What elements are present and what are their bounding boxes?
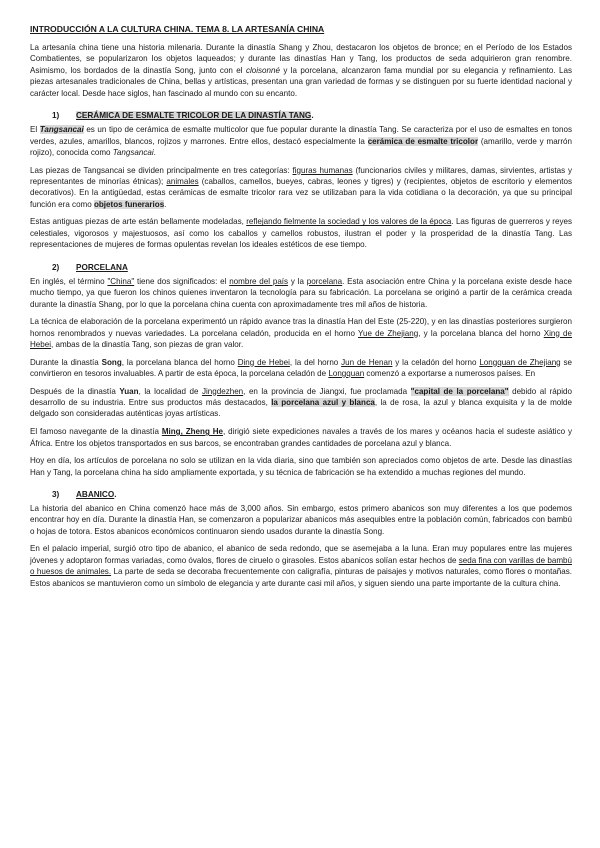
section-title: ABANICO — [76, 489, 115, 499]
text-run: se convirtieron en tesoros invaluables. A partir de esta época, la porcelana celadón de — [30, 357, 572, 379]
body-paragraph — [30, 455, 572, 478]
styled-text-run: Yuan — [119, 386, 139, 396]
styled-text-run: cerámica de esmalte tricolor — [367, 136, 479, 146]
body-paragraph — [30, 216, 572, 250]
styled-text-run: objetos funerarios — [93, 199, 165, 209]
styled-text-run: "capital de la porcelana" — [410, 386, 509, 396]
body-paragraph — [30, 124, 572, 158]
text-run: , dirigió siete expediciones navales a través de los mares y océanos hacia el sudeste asiático y África. Entre los objetos transportados en sus barcos, se encontraban grandes cantidades de porcelana azul y blanca. — [30, 427, 572, 448]
text-run: (caballos, camellos, bueyes, cabras, leones y tigres) y (recipientes, objetos de escritorio y elementos decorativos). En la antigüedad, estas cerámicas de esmalte tricolor rara vez se utilizaban para la vida cotidiana o la decoración, ya que su principal función era como — [30, 176, 573, 209]
text-run: , ambas de la dinastía Tang, son piezas de gran valor. — [51, 340, 244, 349]
sections-container — [30, 111, 572, 589]
section-heading — [52, 490, 572, 499]
text-run: . Esta asociación entre China y la porcelana existe desde hace mucho tiempo, ya que fueron los chinos quienes inventaron la tecnología para su fabricación. La porcelana se originó a partir de la cerámica creada durante la dinastía Shang, por lo que la porcelana china cuenta con aproximadamente tres mil años de historia. — [30, 276, 572, 309]
text-run: (amarillo, verde y marrón rojizo), conocida como — [30, 136, 572, 157]
section-number: 1) — [52, 111, 60, 121]
text-run: . — [164, 199, 167, 209]
styled-text-run: figuras humanas — [292, 165, 353, 175]
section-title: CERÁMICA DE ESMALTE TRICOLOR DE LA DINASTÍA TANG — [76, 111, 312, 121]
body-paragraph — [30, 165, 572, 211]
document-title: INTRODUCCIÓN A LA CULTURA CHINA. TEMA 8. LA ARTESANÍA CHINA — [30, 24, 325, 34]
section-heading — [52, 263, 572, 272]
intro-paragraph — [30, 42, 572, 99]
text-run: El — [30, 125, 40, 135]
styled-text-run: Ding de Hebei — [237, 357, 290, 367]
styled-text-run: Longquan — [328, 369, 365, 379]
text-run: (funcionarios civiles y militares, damas, sirvientes, artistas y representantes de minorías étnicas); — [30, 165, 572, 186]
text-run: , la localidad de — [138, 386, 202, 396]
text-run: Hoy en día, los artículos de porcelana no solo se utilizan en la vida diaria, sino que también son apreciados como objetos de arte. Desde las dinastías Han y Tang, la porcelana china ha sido ampliamente exportada, y su técnica de fabricación se ha extendido a muchas regiones del mundo. — [30, 456, 572, 477]
body-paragraph — [30, 386, 572, 420]
text-run: , la porcelana blanca del horno — [121, 357, 238, 367]
text-run: La historia del abanico en China comenzó hace más de 3,000 años. Sin embargo, estos primero abanicos son muy diferentes a los que podemos encontrar hoy en día. Durante la dinastía Han, se comenzaron a popularizar abanicos más asequibles entre la población común, fabricados con bambú o hojas de totora. Estos abanicos económicos continuaron siendo usados durante la dinastía Song. — [30, 503, 572, 536]
styled-text-run: Song — [101, 357, 122, 367]
styled-text-run: Ming, Zheng He — [161, 427, 224, 437]
text-run: En inglés, el término — [30, 276, 108, 286]
text-run: La artesanía china tiene una historia milenaria. Durante la dinastía Shang y Zhou, destacaron los objetos de bronce; en el Período de los Estados Combatientes, se popularizaron los objetos laqueados; y durante las dinastías Han y Tang, los productos de seda adquirieron gran renombre. Asimismo, los bordados de la dinastía Song, junto con el — [30, 43, 572, 75]
styled-text-run: porcelana — [306, 276, 343, 286]
styled-text-run: Yue de Zhejiang — [358, 328, 419, 338]
styled-text-run: la porcelana azul y blanca — [271, 398, 375, 408]
section-title-tail: . — [114, 489, 117, 499]
body-paragraph — [30, 316, 572, 350]
text-run: y la celadón del horno — [392, 357, 480, 367]
section-title: PORCELANA — [76, 262, 128, 272]
text-run: , la del horno — [289, 357, 342, 367]
styled-text-run: seda fina con varillas de bambú o huesos de animales. — [30, 555, 572, 577]
text-run: En el palacio imperial, surgió otro tipo de abanico, el abanico de seda redondo, que se asemejaba a la luna. Eran muy populares entre las mujeres jóvenes y adoptaron formas variadas, como óvalos, flores de ciruelo o girasoles. Estos abanicos solían estar hechos de — [30, 544, 572, 565]
section-title-tail: . — [311, 111, 314, 121]
text-run: Después de la dinastía — [30, 386, 120, 396]
text-run: El famoso navegante de la dinastía — [30, 427, 162, 437]
text-run: Estas antiguas piezas de arte están bellamente modeladas, — [30, 217, 247, 227]
styled-text-run: Jingdezhen — [201, 386, 244, 396]
body-paragraph — [30, 276, 572, 310]
text-run: y la — [288, 276, 307, 286]
text-run: tiene dos significados: el — [134, 276, 230, 286]
body-paragraph — [30, 503, 572, 537]
styled-text-run: animales — [166, 176, 199, 186]
styled-text-run: Tangsancai — [112, 147, 154, 157]
text-run: debido al rápido desarrollo de su industria. Entre sus productos más destacados, — [30, 386, 572, 408]
text-run: , y la porcelana blanca del horno — [418, 328, 544, 338]
text-run: La parte de seda se decoraba frecuentemente con caligrafía, pinturas de paisajes y motivos naturales, como flores o montañas. Estos abanicos se mantuvieron como un símbolo de elegancia y arte durante casi mil años, y siguen siendo una parte importante de la cultura china. — [30, 567, 573, 588]
text-run: , la de rosa, la azul y blanca exquisita y la de molde delgado son consideradas auténticas joyas artísticas. — [30, 398, 572, 419]
text-run: comenzó a exportarse a numerosos países. En — [364, 369, 536, 379]
text-run: es un tipo de cerámica de esmalte multicolor que fue popular durante la dinastía Tang. Se caracteriza por el uso de esmaltes en tonos verdes, azules, amarillos, blancos, rojizos y marrones. Entre ellos, destacó especialmente la — [30, 125, 572, 146]
section-number: 2) — [52, 262, 60, 272]
styled-text-run: Xing de Hebei — [30, 328, 572, 349]
text-run: . Las figuras de guerreros y reyes celestiales, vigorosos y majestuosos, así como los caballos y camellos robustos, ilustran el poder y la prosperidad de la dinastía Tang. Las representaciones de mujeres de formas opulentas revelan los ideales estéticos de ese tiempo. — [30, 217, 572, 250]
text-run: y la porcelana, alcanzaron fama mundial por su elegancia y refinamiento. Las piezas artesanales tradicionales de China, bellas y artísticas, presentan una gran variedad de formas y se distinguen por su fuerte identidad nacional y carácter local. Desde hace siglos, han fascinado al mundo con su encanto. — [30, 65, 572, 98]
styled-text-run: "China" — [107, 276, 135, 286]
text-run: . — [153, 147, 156, 157]
section-heading — [52, 111, 572, 120]
text-run: Durante la dinastía — [30, 357, 102, 367]
text-run: , en la provincia de Jiangxi, fue proclamada — [243, 386, 411, 396]
body-paragraph — [30, 543, 572, 589]
styled-text-run: nombre del país — [229, 276, 289, 286]
body-paragraph — [30, 357, 572, 380]
styled-text-run: Tangsancai — [39, 125, 84, 135]
styled-text-run: Jun de Henan — [341, 357, 393, 367]
section-number: 3) — [52, 489, 60, 499]
styled-text-run: Longquan de Zhejiang — [479, 357, 561, 367]
body-paragraph — [30, 426, 572, 449]
text-run: Las piezas de Tangsancai se dividen principalmente en tres categorías: — [30, 165, 293, 175]
styled-text-run: cloisonné — [245, 65, 280, 75]
text-run: La técnica de elaboración de la porcelana experimentó un rápido avance tras la dinastía Han del Este (25-220), y en las dinastías posteriores surgieron hornos renombrados y nuevas variedades. La porcelana celadón, producida en el horno — [30, 317, 572, 338]
styled-text-run: reflejando fielmente la sociedad y los valores de la época — [246, 217, 452, 227]
